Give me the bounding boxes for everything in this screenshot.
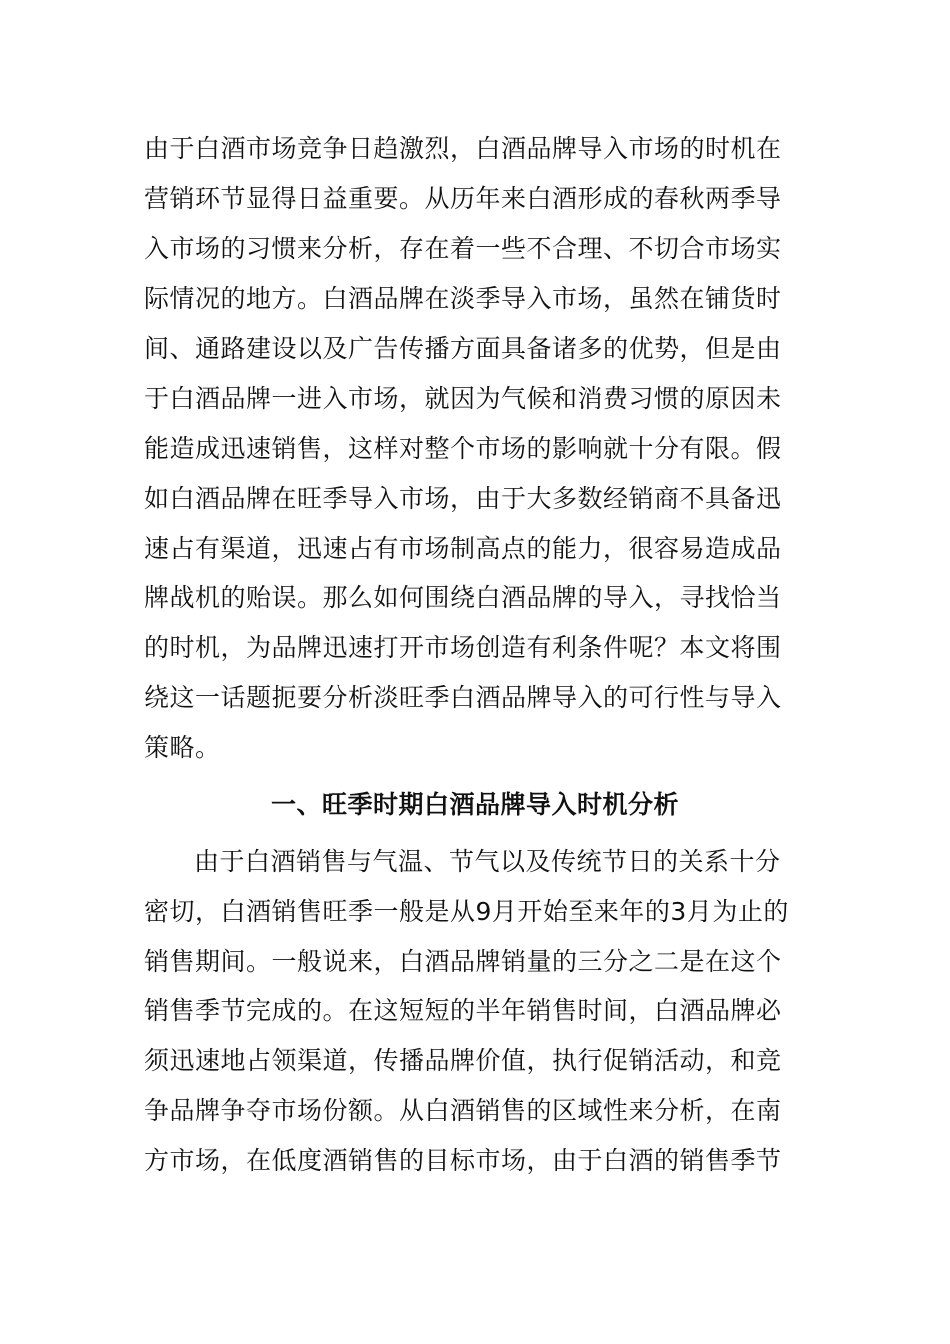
paragraph-2-line-7: 方市场，在低度酒销售的目标市场，由于白酒的销售季节 <box>144 1146 782 1175</box>
paragraph-2-line-4: 销售季节完成的。在这短短的半年销售时间，白酒品牌必 <box>144 996 782 1025</box>
paragraph-2-line-3: 销售期间。一般说来，白酒品牌销量的三分之二是在这个 <box>144 947 782 976</box>
paragraph-1-line-3: 入市场的习惯来分析，存在着一些不合理、不切合市场实 <box>144 234 782 263</box>
paragraph-1-line-2: 营销环节显得日益重要。从历年来白酒形成的春秋两季导 <box>144 184 782 213</box>
paragraph-2-line-2: 密切，白酒销售旺季一般是从9月开始至来年的3月为止的 <box>144 897 789 926</box>
paragraph-1-line-4: 际情况的地方。白酒品牌在淡季导入市场，虽然在铺货时 <box>144 284 782 313</box>
paragraph-1-line-5: 间、通路建设以及广告传播方面具备诸多的优势，但是由 <box>144 334 782 363</box>
paragraph-1-line-10: 牌战机的贻误。那么如何围绕白酒品牌的导入，寻找恰当 <box>144 583 782 612</box>
paragraph-1-line-7: 能造成迅速销售，这样对整个市场的影响就十分有限。假 <box>144 434 782 463</box>
paragraph-1-line-1: 由于白酒市场竞争日趋激烈，白酒品牌导入市场的时机在 <box>144 134 782 163</box>
section-heading: 一、旺季时期白酒品牌导入时机分析 <box>270 790 679 819</box>
paragraph-1-line-9: 速占有渠道，迅速占有市场制高点的能力，很容易造成品 <box>144 534 782 563</box>
paragraph-1-line-12: 绕这一话题扼要分析淡旺季白酒品牌导入的可行性与导入 <box>144 683 782 712</box>
paragraph-2-line-6: 争品牌争夺市场份额。从白酒销售的区域性来分析，在南 <box>144 1096 782 1125</box>
paragraph-1-line-11: 的时机，为品牌迅速打开市场创造有利条件呢？本文将围 <box>144 633 782 662</box>
paragraph-2-line-1: 由于白酒销售与气温、节气以及传统节日的关系十分 <box>194 847 781 876</box>
paragraph-1-line-13: 策略。 <box>144 733 221 762</box>
paragraph-1-line-6: 于白酒品牌一进入市场，就因为气候和消费习惯的原因未 <box>144 384 782 413</box>
paragraph-2-line-5: 须迅速地占领渠道，传播品牌价值，执行促销活动，和竞 <box>144 1046 782 1075</box>
paragraph-1-line-8: 如白酒品牌在旺季导入市场，由于大多数经销商不具备迅 <box>144 484 782 513</box>
